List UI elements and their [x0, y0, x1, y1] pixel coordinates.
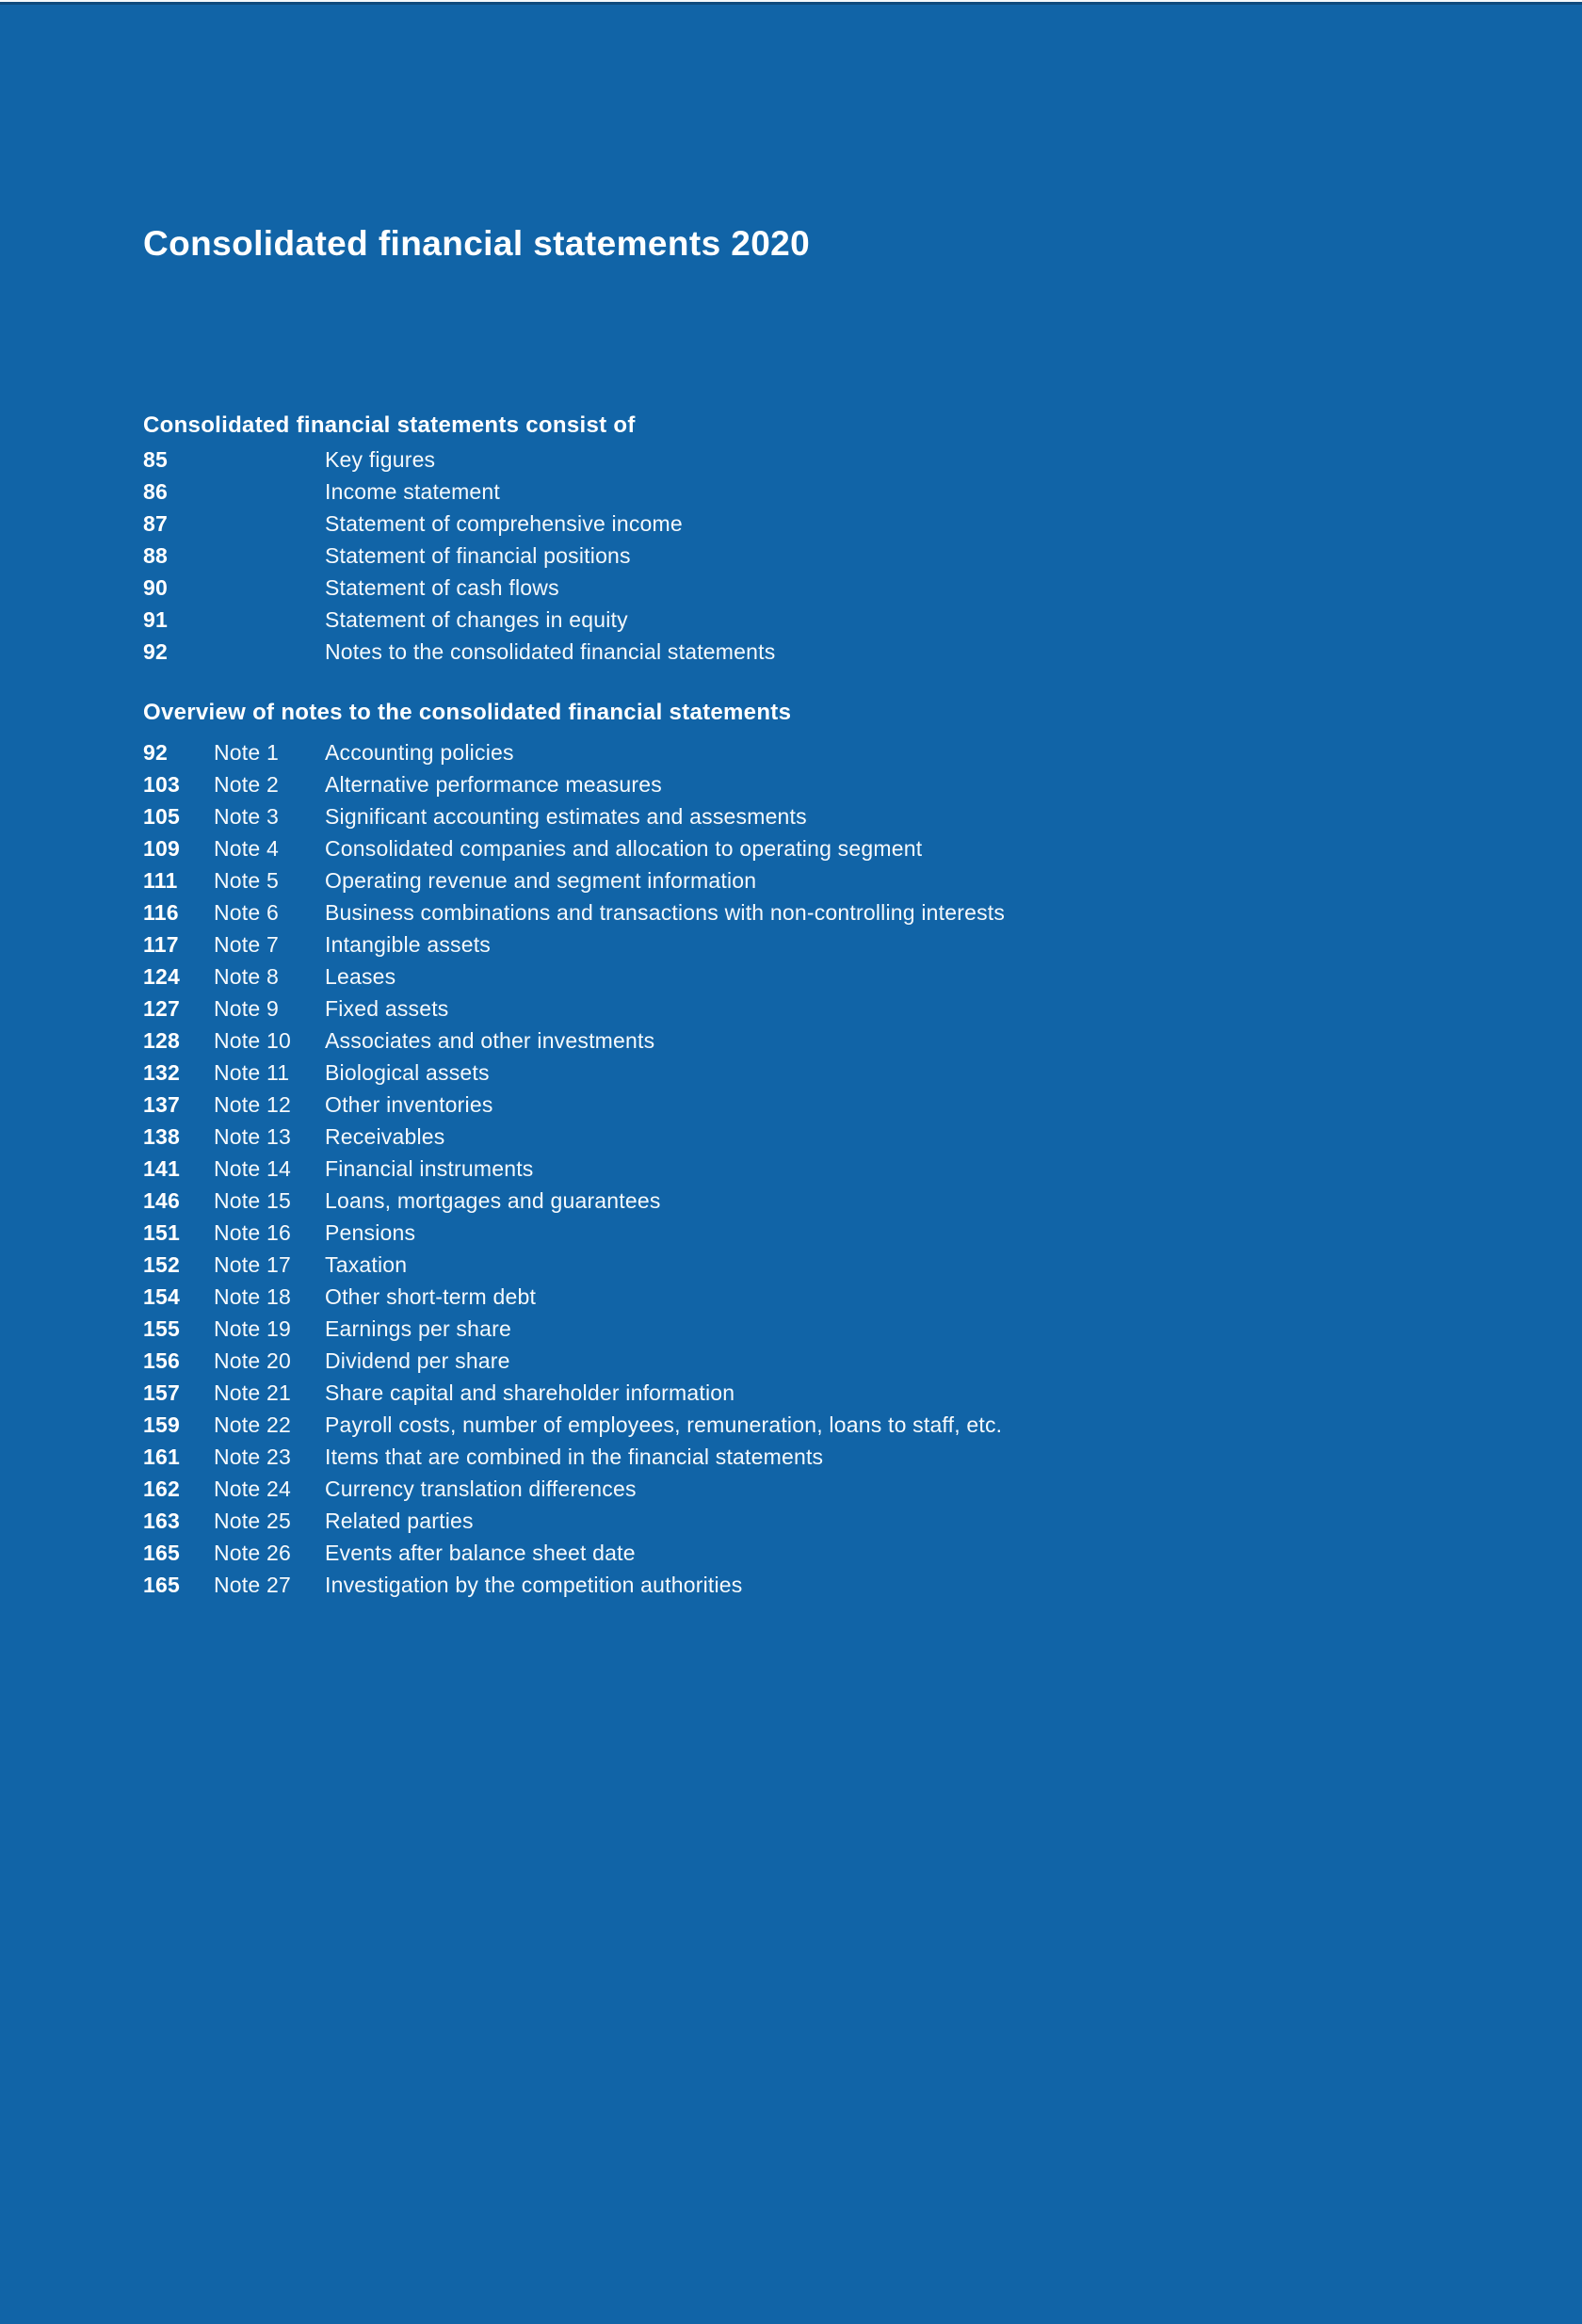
note-number: Note 1 — [214, 740, 279, 765]
note-number — [214, 604, 325, 636]
toc-entry-label: Intangible assets — [325, 932, 492, 957]
page-number: 88 — [143, 543, 168, 568]
contents-list — [143, 444, 1526, 668]
note-number: Note 12 — [214, 1092, 291, 1117]
toc-row — [143, 993, 1526, 1025]
toc-row — [143, 1409, 1526, 1441]
toc-entry-label: Pensions — [325, 1220, 416, 1245]
note-number — [214, 636, 325, 668]
note-number: Note 15 — [214, 1188, 291, 1213]
toc-row — [143, 896, 1526, 928]
page-number: 146 — [143, 1188, 180, 1213]
toc-row — [143, 476, 1526, 508]
page-top-edge-shadow — [0, 2, 1582, 5]
toc-entry-label: Income statement — [325, 479, 501, 504]
page-number: 132 — [143, 1060, 180, 1085]
note-number: Note 8 — [214, 964, 279, 989]
toc-entry-label: Notes to the consolidated financial statements — [325, 639, 776, 664]
toc-entry-label: Consolidated companies and allocation to operating segment — [325, 836, 923, 861]
toc-row — [143, 508, 1526, 540]
page-number: 151 — [143, 1220, 180, 1245]
page-number: 117 — [143, 932, 179, 957]
page-number: 141 — [143, 1156, 180, 1181]
toc-row — [143, 444, 1526, 476]
page-number: 156 — [143, 1348, 180, 1373]
page-number: 138 — [143, 1124, 180, 1149]
toc-row — [143, 1377, 1526, 1409]
toc-row — [143, 1121, 1526, 1153]
toc-row — [143, 1569, 1526, 1601]
toc-entry-label: Business combinations and transactions with non-controlling interests — [325, 900, 1006, 925]
page-number: 165 — [143, 1573, 180, 1597]
toc-entry-label: Investigation by the competition authorities — [325, 1573, 743, 1597]
toc-entry-label: Financial instruments — [325, 1156, 534, 1181]
page-title: Consolidated financial statements 2020 — [143, 224, 811, 263]
note-number: Note 24 — [214, 1477, 291, 1501]
toc-row — [143, 960, 1526, 993]
page-number: 92 — [143, 740, 168, 765]
note-number: Note 22 — [214, 1412, 291, 1437]
note-number: Note 13 — [214, 1124, 291, 1149]
page-number: 154 — [143, 1284, 180, 1309]
page-number: 152 — [143, 1252, 180, 1277]
toc-entry-label: Taxation — [325, 1252, 408, 1277]
note-number: Note 23 — [214, 1444, 291, 1469]
toc-entry-label: Loans, mortgages and guarantees — [325, 1188, 661, 1213]
page-number: 111 — [143, 868, 178, 893]
note-number: Note 16 — [214, 1220, 291, 1245]
toc-entry-label: Receivables — [325, 1124, 445, 1149]
toc-row — [143, 1057, 1526, 1089]
note-number: Note 18 — [214, 1284, 291, 1309]
note-number — [214, 476, 325, 508]
page-number: 155 — [143, 1316, 180, 1341]
toc-row — [143, 1281, 1526, 1313]
toc-row — [143, 1473, 1526, 1505]
toc-row — [143, 1441, 1526, 1473]
note-number: Note 4 — [214, 836, 279, 861]
toc-entry-label: Accounting policies — [325, 740, 514, 765]
note-number: Note 21 — [214, 1380, 291, 1405]
note-number: Note 14 — [214, 1156, 291, 1181]
toc-row — [143, 800, 1526, 832]
toc-row — [143, 1185, 1526, 1217]
page-number: 159 — [143, 1412, 180, 1437]
toc-entry-label: Biological assets — [325, 1060, 490, 1085]
page-number: 127 — [143, 996, 180, 1021]
toc-row — [143, 1217, 1526, 1249]
toc-entry-label: Associates and other investments — [325, 1028, 655, 1053]
toc-row — [143, 572, 1526, 604]
toc-entry-label: Statement of comprehensive income — [325, 511, 683, 536]
toc-row — [143, 928, 1526, 960]
note-number — [214, 572, 325, 604]
toc-entry-label: Leases — [325, 964, 396, 989]
toc-row — [143, 1313, 1526, 1345]
toc-entry-label: Payroll costs, number of employees, remuneration, loans to staff, etc. — [325, 1412, 1003, 1437]
toc-row — [143, 540, 1526, 572]
note-number: Note 19 — [214, 1316, 291, 1341]
page-number: 109 — [143, 836, 180, 861]
note-number: Note 3 — [214, 804, 279, 829]
note-number: Note 9 — [214, 996, 279, 1021]
page-number: 85 — [143, 447, 168, 472]
page-number: 92 — [143, 639, 168, 664]
toc-entry-label: Items that are combined in the financial statements — [325, 1444, 824, 1469]
toc-row — [143, 1089, 1526, 1121]
toc-entry-label: Share capital and shareholder information — [325, 1380, 735, 1405]
toc-entry-label: Statement of changes in equity — [325, 607, 628, 632]
note-number: Note 2 — [214, 772, 279, 797]
note-number: Note 17 — [214, 1252, 291, 1277]
toc-row — [143, 736, 1526, 768]
toc-entry-label: Events after balance sheet date — [325, 1541, 636, 1565]
note-number — [214, 508, 325, 540]
toc-row — [143, 1537, 1526, 1569]
page-number: 162 — [143, 1477, 180, 1501]
toc-row — [143, 636, 1526, 668]
page-number: 116 — [143, 900, 179, 925]
toc-row — [143, 832, 1526, 864]
page-number: 157 — [143, 1380, 180, 1405]
note-number: Note 11 — [214, 1060, 290, 1085]
section-heading-consist-of: Consolidated financial statements consist of — [143, 412, 636, 438]
page-number: 165 — [143, 1541, 180, 1565]
toc-entry-label: Other inventories — [325, 1092, 493, 1117]
page-number: 137 — [143, 1092, 180, 1117]
toc-row — [143, 1249, 1526, 1281]
toc-entry-label: Fixed assets — [325, 996, 449, 1021]
page-number: 124 — [143, 964, 180, 989]
toc-row — [143, 604, 1526, 636]
toc-entry-label: Significant accounting estimates and assesments — [325, 804, 807, 829]
toc-entry-label: Currency translation differences — [325, 1477, 637, 1501]
toc-entry-label: Statement of cash flows — [325, 575, 559, 600]
toc-entry-label: Alternative performance measures — [325, 772, 662, 797]
note-number: Note 26 — [214, 1541, 291, 1565]
page-number: 91 — [143, 607, 168, 632]
note-number: Note 10 — [214, 1028, 291, 1053]
note-number: Note 7 — [214, 932, 279, 957]
note-number — [214, 540, 325, 572]
note-number: Note 27 — [214, 1573, 291, 1597]
section-heading-notes-overview: Overview of notes to the consolidated financial statements — [143, 700, 792, 725]
page-number: 90 — [143, 575, 168, 600]
toc-row — [143, 768, 1526, 800]
toc-entry-label: Other short-term debt — [325, 1284, 537, 1309]
toc-entry-label: Related parties — [325, 1509, 474, 1533]
page-number: 163 — [143, 1509, 180, 1533]
page-number: 86 — [143, 479, 168, 504]
page-number: 103 — [143, 772, 180, 797]
page-number: 128 — [143, 1028, 180, 1053]
note-number: Note 25 — [214, 1509, 291, 1533]
page-number: 87 — [143, 511, 168, 536]
toc-row — [143, 1345, 1526, 1377]
toc-row — [143, 1505, 1526, 1537]
toc-row — [143, 1153, 1526, 1185]
toc-entry-label: Key figures — [325, 447, 436, 472]
toc-entry-label: Operating revenue and segment information — [325, 868, 757, 893]
note-number — [214, 444, 325, 476]
notes-overview-list — [143, 736, 1526, 1601]
page-number: 105 — [143, 804, 180, 829]
toc-row — [143, 864, 1526, 896]
toc-row — [143, 1025, 1526, 1057]
note-number: Note 6 — [214, 900, 279, 925]
toc-entry-label: Earnings per share — [325, 1316, 511, 1341]
page-number: 161 — [143, 1444, 180, 1469]
toc-entry-label: Dividend per share — [325, 1348, 510, 1373]
note-number: Note 5 — [214, 868, 279, 893]
toc-entry-label: Statement of financial positions — [325, 543, 631, 568]
note-number: Note 20 — [214, 1348, 291, 1373]
